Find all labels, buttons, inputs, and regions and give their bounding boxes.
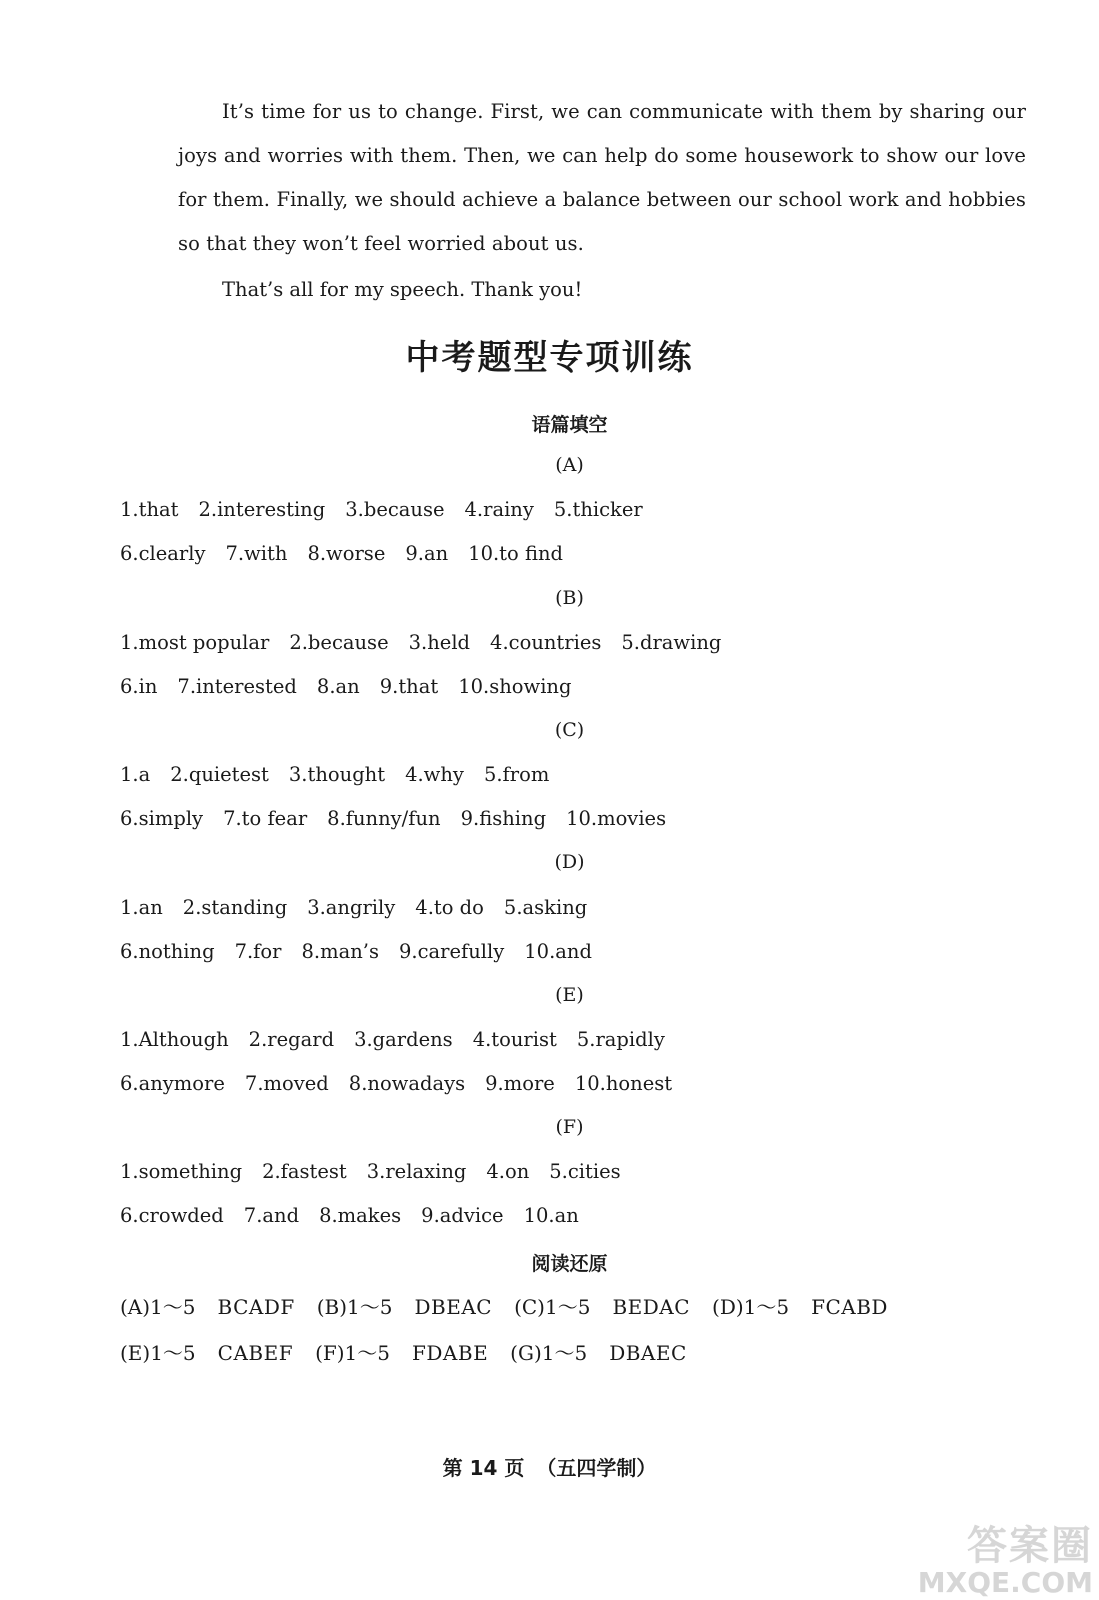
reading-answer: BEDAC <box>612 1295 691 1319</box>
answer-item: 9.that <box>379 675 439 698</box>
answer-item: 2.standing <box>182 896 288 919</box>
answer-item: 5.from <box>483 763 550 786</box>
answer-item: 4.why <box>405 763 464 786</box>
section-label-a: (A) <box>555 454 584 476</box>
answer-item: 5.asking <box>503 896 588 919</box>
answer-item: 10.showing <box>458 675 572 698</box>
section-title: 中考题型专项训练 <box>405 338 694 378</box>
answer-item: 6.in <box>120 675 158 698</box>
reading-key: (D)1～5 <box>712 1295 790 1319</box>
watermark <box>918 1524 1093 1598</box>
section-label-b: (B) <box>555 587 584 609</box>
answer-item: 9.carefully <box>398 940 505 963</box>
answer-item: 7.interested <box>177 675 297 698</box>
reading-row <box>120 1291 910 1320</box>
answer-item: 6.nothing <box>120 940 215 963</box>
answer-item: 6.clearly <box>120 542 206 565</box>
answer-item: 8.an <box>316 675 360 698</box>
reading-answer: CABEF <box>217 1341 294 1365</box>
school-system: （五四学制） <box>536 1456 657 1480</box>
reading-answer: BCADF <box>217 1295 295 1319</box>
reading-key: (C)1～5 <box>514 1295 591 1319</box>
answer-item: 1.something <box>120 1160 243 1183</box>
answer-item: 3.angrily <box>307 896 396 919</box>
section-label-d: (D) <box>554 851 585 873</box>
answer-row <box>120 1028 685 1051</box>
answer-row <box>120 675 591 698</box>
answer-item: 10.an <box>523 1204 579 1227</box>
reading-answer: DBAEC <box>609 1341 687 1365</box>
reading-key: (E)1～5 <box>120 1341 196 1365</box>
answer-item: 2.regard <box>248 1028 335 1051</box>
answer-item: 7.and <box>243 1204 300 1227</box>
answer-row <box>120 763 569 786</box>
answer-row <box>120 807 686 830</box>
reading-row <box>120 1337 709 1366</box>
answer-item: 9.an <box>405 542 449 565</box>
reading-key: (G)1～5 <box>510 1341 588 1365</box>
answer-item: 1.most popular <box>120 631 270 654</box>
answer-row <box>120 498 663 521</box>
reading-answer: FCABD <box>811 1295 888 1319</box>
answer-item: 8.man’s <box>301 940 379 963</box>
answer-row <box>120 940 612 963</box>
answer-item: 3.relaxing <box>366 1160 467 1183</box>
reading-heading: 阅读还原 <box>531 1253 608 1275</box>
answer-item: 10.movies <box>566 807 667 830</box>
answer-item: 7.moved <box>244 1072 329 1095</box>
page-number: 第 14 页 <box>442 1456 525 1480</box>
answer-item: 8.worse <box>307 542 386 565</box>
reading-key: (A)1～5 <box>120 1295 196 1319</box>
answer-item: 2.because <box>289 631 389 654</box>
answer-item: 4.on <box>486 1160 530 1183</box>
intro-paragraph <box>178 90 1026 266</box>
answer-row <box>120 1204 599 1227</box>
answer-item: 8.nowadays <box>348 1072 466 1095</box>
reading-answer: FDABE <box>412 1341 489 1365</box>
answer-item: 10.to find <box>468 542 563 565</box>
answer-row <box>120 542 583 565</box>
answer-item: 7.with <box>225 542 288 565</box>
answer-item: 8.makes <box>319 1204 402 1227</box>
answer-item: 3.thought <box>288 763 386 786</box>
reading-key: (F)1～5 <box>315 1341 391 1365</box>
answer-item: 2.quietest <box>170 763 269 786</box>
intro-paragraph-text: It’s time for us to change. First, we can communicate with them by sharing our joys and worries with them. Then, we can help do some housework to show our love for them. Finally, we should achieve a balance between our school work and hobbies so that they won’t feel worried about us. <box>178 100 1026 255</box>
answer-item: 4.rainy <box>464 498 534 521</box>
answer-item: 6.anymore <box>120 1072 225 1095</box>
answer-item: 1.an <box>120 896 163 919</box>
answer-row <box>120 1072 692 1095</box>
answer-item: 9.more <box>485 1072 555 1095</box>
answer-item: 2.fastest <box>262 1160 347 1183</box>
answer-item: 1.that <box>120 498 179 521</box>
answer-item: 5.drawing <box>621 631 722 654</box>
answer-row <box>120 1160 641 1183</box>
answer-item: 7.to fear <box>223 807 308 830</box>
answer-item: 9.fishing <box>460 807 547 830</box>
watermark-cn: 答案圈 <box>967 1523 1093 1569</box>
answer-item: 6.crowded <box>120 1204 224 1227</box>
page-footer <box>0 1452 1099 1481</box>
answer-item: 4.tourist <box>472 1028 557 1051</box>
reading-answer: DBEAC <box>414 1295 493 1319</box>
answer-item: 4.countries <box>490 631 602 654</box>
watermark-url: MXQE.COM <box>917 1566 1093 1599</box>
answer-item: 3.held <box>408 631 471 654</box>
answer-item: 10.and <box>524 940 592 963</box>
answer-item: 4.to do <box>415 896 484 919</box>
answer-item: 2.interesting <box>198 498 326 521</box>
answer-item: 1.Although <box>120 1028 229 1051</box>
section-label-f: (F) <box>555 1116 584 1138</box>
answer-item: 1.a <box>120 763 151 786</box>
closing-line: That’s all for my speech. Thank you! <box>222 278 583 301</box>
reading-key: (B)1～5 <box>316 1295 393 1319</box>
section-label-e: (E) <box>555 984 584 1006</box>
answer-item: 8.funny/fun <box>327 807 441 830</box>
answer-item: 7.for <box>234 940 282 963</box>
section-label-c: (C) <box>554 719 585 741</box>
answer-row <box>120 896 607 919</box>
answer-row <box>120 631 741 654</box>
answer-item: 5.cities <box>549 1160 621 1183</box>
answer-item: 10.honest <box>574 1072 673 1095</box>
answer-item: 5.rapidly <box>576 1028 665 1051</box>
answer-item: 3.because <box>345 498 445 521</box>
answer-item: 3.gardens <box>354 1028 453 1051</box>
cloze-heading: 语篇填空 <box>531 414 608 436</box>
answer-item: 6.simply <box>120 807 204 830</box>
answer-item: 9.advice <box>421 1204 504 1227</box>
answer-item: 5.thicker <box>553 498 643 521</box>
